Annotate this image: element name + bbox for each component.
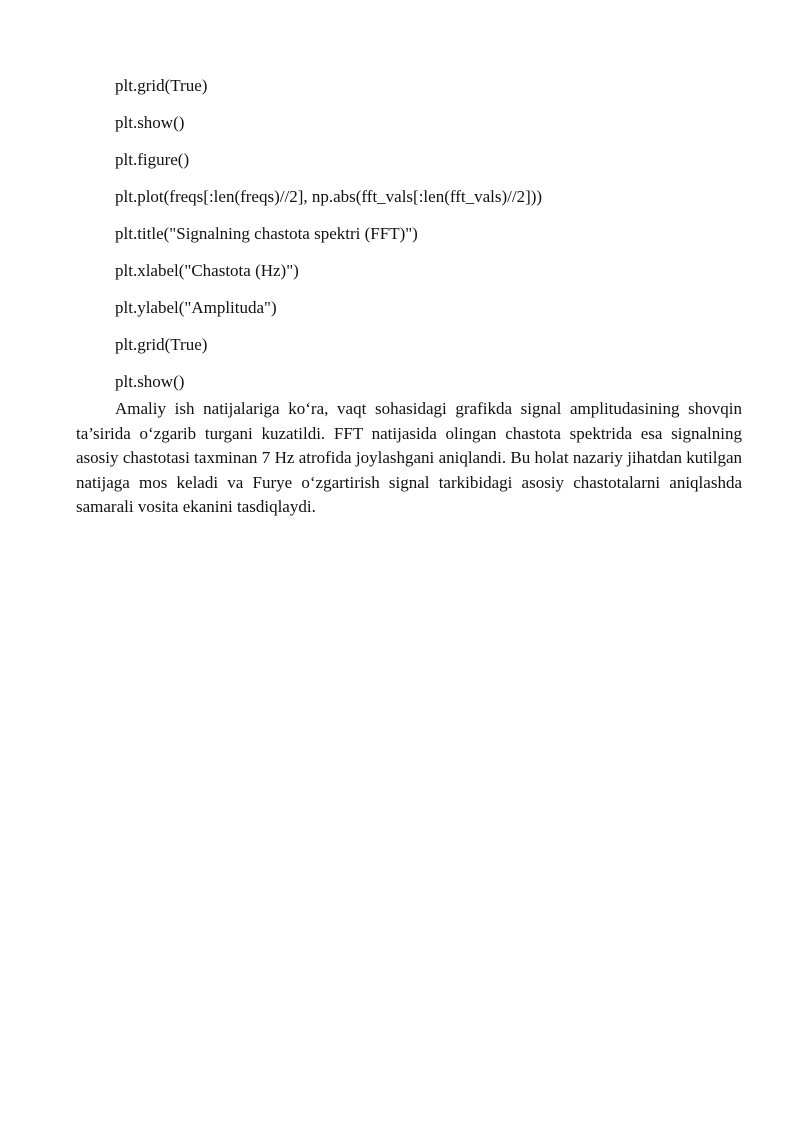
results-paragraph: Amaliy ish natijalariga ko‘ra, vaqt sohasidagi grafikda signal amplitudasining shovqin ta’sirida o‘zgarib turgani kuzatildi. FFT natijasida olingan chastota spektrida esa signalning asosiy chastotasi taxminan 7 Hz atrofida joylashgani aniqlandi. Bu holat nazariy jihatdan kutilgan natijaga mos keladi va Furye o‘zgartirish signal tarkibidagi asosiy chastotalarni aniqlashda samarali vosita ekanini tasdiqlaydi. — [76, 399, 742, 517]
code-line: plt.figure() — [115, 150, 190, 169]
code-line: plt.plot(freqs[:len(freqs)//2], np.abs(fft_vals[:len(fft_vals)//2])) — [115, 187, 543, 206]
code-line: plt.title("Signalning chastota spektri (FFT)") — [115, 224, 418, 243]
code-line: plt.grid(True) — [115, 335, 208, 354]
code-line: plt.show() — [115, 113, 185, 132]
code-listing — [115, 76, 755, 409]
code-line: plt.show() — [115, 372, 185, 391]
code-line: plt.xlabel("Chastota (Hz)") — [115, 261, 299, 280]
code-line: plt.ylabel("Amplituda") — [115, 298, 277, 317]
code-line: plt.grid(True) — [115, 76, 208, 95]
